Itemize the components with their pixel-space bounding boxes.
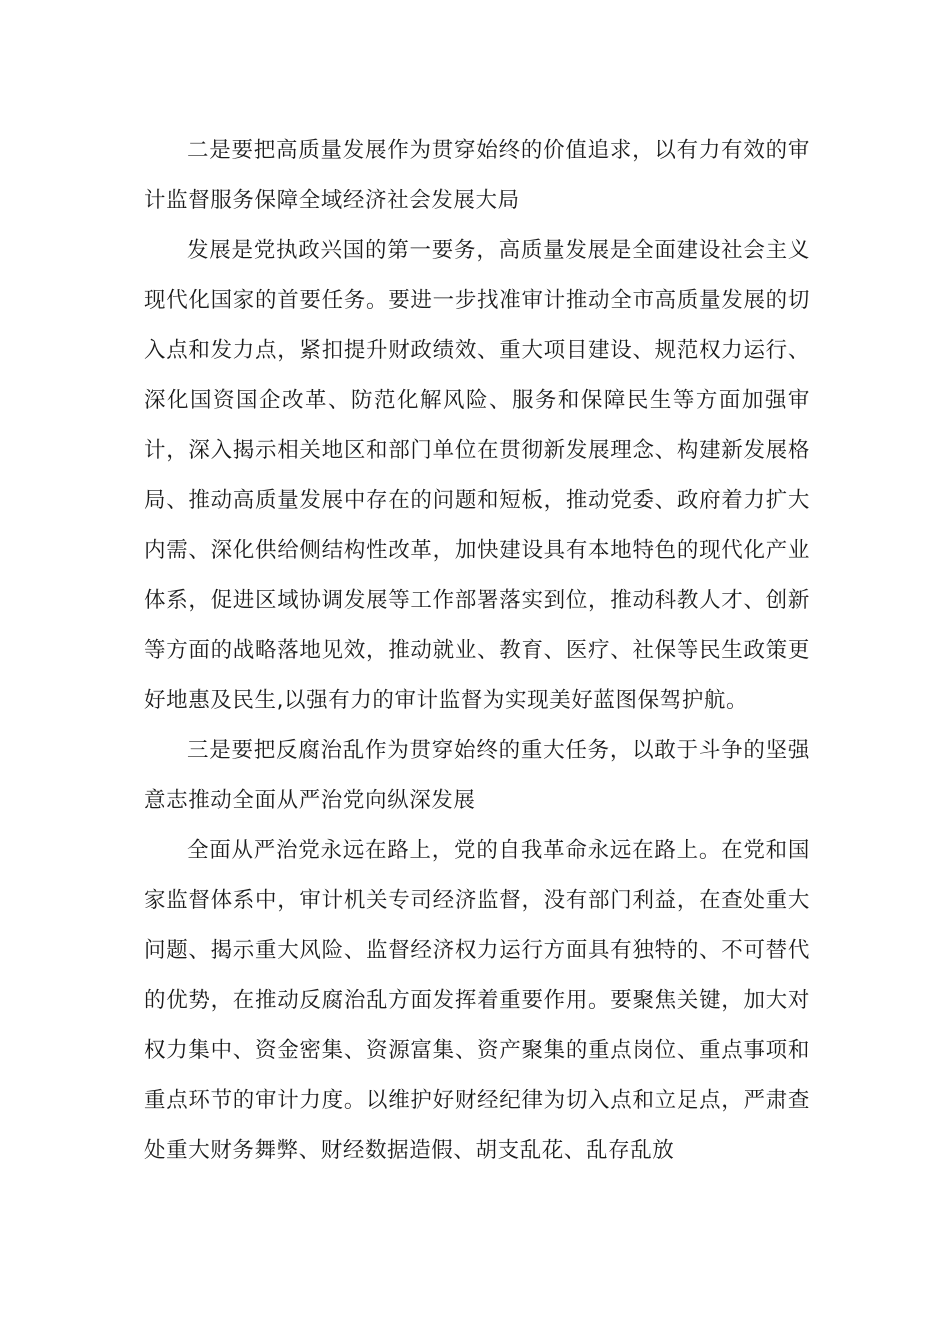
paragraph-anticorruption: 全面从严治党永远在路上，党的自我革命永远在路上。在党和国家监督体系中，审计机关专司经济监督，没有部门利益，在查处重大问题、揭示重大风险、监督经济权力运行方面具有独特的、不可替代的优势，在推动反腐治乱方面发挥着重要作用。要聚焦关键，加大对权力集中、资金密集、资源富集、资产聚集的重点岗位、重点事项和重点环节的审计力度。以维护好财经纪律为切入点和立足点，严肃查处重大财务舞弊、财经数据造假、胡支乱花、乱存乱放 (144, 838, 810, 1163)
paragraph-development: 发展是党执政兴国的第一要务，高质量发展是全面建设社会主义现代化国家的首要任务。要进一步找准审计推动全市高质量发展的切入点和发力点，紧扣提升财政绩效、重大项目建设、规范权力运行、深化国资国企改革、防范化解风险、服务和保障民生等方面加强审计，深入揭示相关地区和部门单位在贯彻新发展理念、构建新发展格局、推动高质量发展中存在的问题和短板，推动党委、政府着力扩大内需、深化供给侧结构性改革，加快建设具有本地特色的现代化产业体系，促进区域协调发展等工作部署落实到位，推动科教人才、创新等方面的战略落地见效，推动就业、教育、医疗、社保等民生政策更好地惠及民生,以强有力的审计监督为实现美好蓝图保驾护航。 (144, 238, 810, 713)
section-heading-two: 二是要把高质量发展作为贯穿始终的价值追求，以有力有效的审计监督服务保障全域经济社会发展大局 (144, 138, 810, 213)
document-body (144, 126, 810, 1176)
section-heading-three: 三是要把反腐治乱作为贯穿始终的重大任务，以敢于斗争的坚强意志推动全面从严治党向纵深发展 (144, 738, 810, 813)
